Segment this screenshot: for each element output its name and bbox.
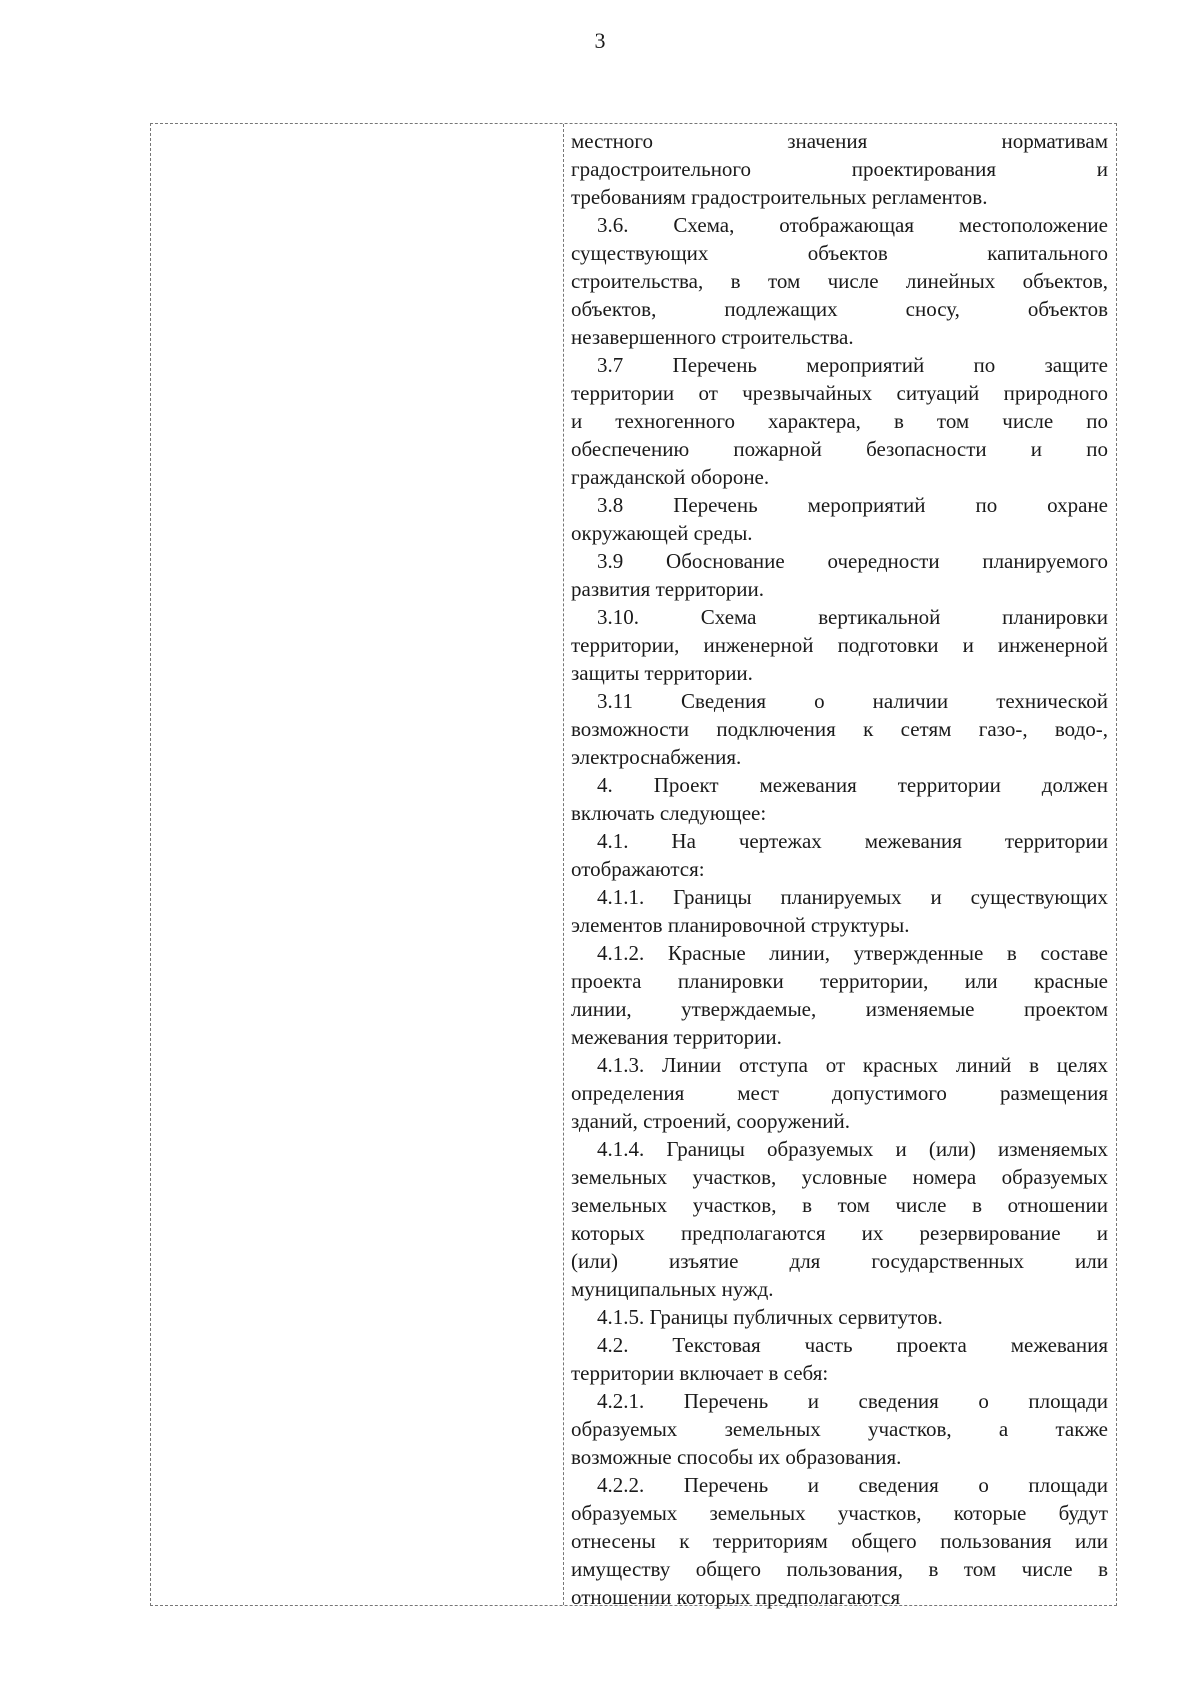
paragraph-line: 3.10. Схема вертикальной планировки bbox=[597, 605, 1108, 629]
paragraph-line: и техногенного характера, в том числе по bbox=[571, 409, 1108, 433]
paragraph-line: образуемых земельных участков, а также bbox=[571, 1417, 1108, 1441]
paragraph-line: которых предполагаются их резервирование и bbox=[571, 1221, 1108, 1245]
paragraph bbox=[571, 491, 1108, 547]
paragraph-line: объектов, подлежащих сносу, объектов bbox=[571, 297, 1108, 321]
paragraph-line: (или) изъятие для государственных или bbox=[571, 1249, 1108, 1273]
paragraph-line: 4.2.1. Перечень и сведения о площади bbox=[597, 1389, 1108, 1413]
document-table bbox=[150, 123, 1117, 1609]
paragraph-line: электроснабжения. bbox=[571, 745, 742, 769]
paragraph-line: межевания территории. bbox=[571, 1025, 782, 1049]
paragraph-line: муниципальных нужд. bbox=[571, 1277, 774, 1301]
paragraph bbox=[571, 351, 1108, 491]
paragraph-line: обеспечению пожарной безопасности и по bbox=[571, 437, 1108, 461]
paragraph-line: территории от чрезвычайных ситуаций природного bbox=[571, 381, 1108, 405]
paragraph-line: определения мест допустимого размещения bbox=[571, 1081, 1108, 1105]
paragraph-line: имуществу общего пользования, в том числе в bbox=[571, 1557, 1108, 1581]
paragraph-line: образуемых земельных участков, которые будут bbox=[571, 1501, 1108, 1525]
paragraph bbox=[571, 1471, 1108, 1611]
paragraph-line: 4.1.5. Границы публичных сервитутов. bbox=[597, 1305, 943, 1329]
paragraph bbox=[571, 771, 1108, 827]
paragraph-line: проекта планировки территории, или красные bbox=[571, 969, 1108, 993]
paragraph-line: земельных участков, в том числе в отношении bbox=[571, 1193, 1108, 1217]
paragraph-line: 4.2. Текстовая часть проекта межевания bbox=[597, 1333, 1108, 1357]
paragraph-line: возможные способы их образования. bbox=[571, 1445, 902, 1469]
paragraph-line: требованиям градостроительных регламентов. bbox=[571, 185, 988, 209]
paragraph-line: гражданской обороне. bbox=[571, 465, 770, 489]
paragraph-line: 4.1.1. Границы планируемых и существующих bbox=[597, 885, 1108, 909]
paragraph bbox=[571, 827, 1108, 883]
paragraph-line: 4.1.2. Красные линии, утвержденные в составе bbox=[597, 941, 1108, 965]
paragraph bbox=[571, 547, 1108, 603]
paragraph-line: отношении которых предполагаются bbox=[571, 1585, 901, 1609]
paragraph-line: 3.9 Обоснование очередности планируемого bbox=[597, 549, 1108, 573]
paragraph-line: градостроительного проектирования и bbox=[571, 157, 1108, 181]
paragraph-line: включать следующее: bbox=[571, 801, 767, 825]
table-left-column bbox=[151, 124, 563, 1605]
paragraph-line: линии, утверждаемые, изменяемые проектом bbox=[571, 997, 1108, 1021]
paragraph-line: 3.8 Перечень мероприятий по охране bbox=[597, 493, 1108, 517]
paragraph-line: 4.2.2. Перечень и сведения о площади bbox=[597, 1473, 1108, 1497]
paragraph-line: развития территории. bbox=[571, 577, 764, 601]
table-right-column bbox=[571, 127, 1108, 1611]
paragraph-line: существующих объектов капитального bbox=[571, 241, 1108, 265]
paragraph-line: окружающей среды. bbox=[571, 521, 753, 545]
paragraph-line: отображаются: bbox=[571, 857, 705, 881]
paragraph-line: 4.1.4. Границы образуемых и (или) изменяемых bbox=[597, 1137, 1108, 1161]
paragraph bbox=[571, 687, 1108, 771]
paragraph bbox=[571, 603, 1108, 687]
page-number: 3 bbox=[594, 28, 606, 53]
paragraph-line: 4. Проект межевания территории должен bbox=[597, 773, 1108, 797]
paragraph-line: защиты территории. bbox=[571, 661, 753, 685]
paragraph bbox=[571, 1387, 1108, 1471]
paragraph-line: территории включает в себя: bbox=[571, 1361, 829, 1385]
paragraph-line: зданий, строений, сооружений. bbox=[571, 1109, 850, 1133]
paragraph bbox=[571, 1303, 1108, 1331]
paragraph-line: 3.7 Перечень мероприятий по защите bbox=[597, 353, 1108, 377]
paragraph-line: незавершенного строительства. bbox=[571, 325, 854, 349]
paragraph-line: 3.11 Сведения о наличии технической bbox=[597, 689, 1108, 713]
paragraph bbox=[571, 1051, 1108, 1135]
paragraph-line: возможности подключения к сетям газо-, водо-, bbox=[571, 717, 1108, 741]
paragraph bbox=[571, 939, 1108, 1051]
column-divider bbox=[563, 124, 564, 1605]
paragraph bbox=[571, 1331, 1108, 1387]
paragraph-line: строительства, в том числе линейных объектов, bbox=[571, 269, 1108, 293]
paragraph bbox=[571, 127, 1108, 211]
paragraph-line: 4.1.3. Линии отступа от красных линий в целях bbox=[597, 1053, 1108, 1077]
paragraph-line: территории, инженерной подготовки и инженерной bbox=[571, 633, 1108, 657]
paragraph-line: земельных участков, условные номера образуемых bbox=[571, 1165, 1108, 1189]
paragraph-line: местного значения нормативам bbox=[571, 129, 1108, 153]
paragraph-line: элементов планировочной структуры. bbox=[571, 913, 910, 937]
paragraph-line: 4.1. На чертежах межевания территории bbox=[597, 829, 1108, 853]
paragraph bbox=[571, 211, 1108, 351]
paragraph-line: 3.6. Схема, отображающая местоположение bbox=[597, 213, 1108, 237]
paragraph bbox=[571, 1135, 1108, 1303]
paragraph-line: отнесены к территориям общего пользования или bbox=[571, 1529, 1108, 1553]
paragraph bbox=[571, 883, 1108, 939]
